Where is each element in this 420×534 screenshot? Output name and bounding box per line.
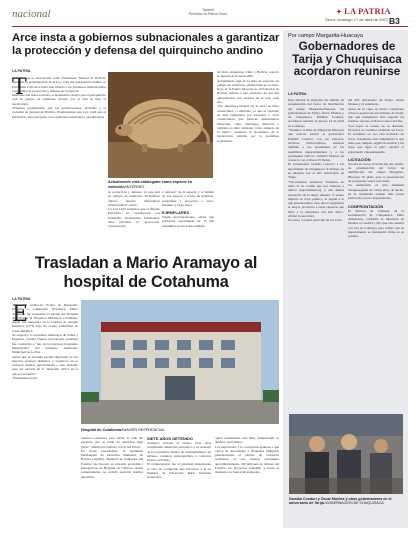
story3-subhead1: LICITACIÓN [348, 156, 371, 162]
story2-col3: Aramayo llevaba al menos siete años cumpliendo detención preventiva y es acusado de los presuntos delitos de incumplimiento de deberes, conducta antieconómica y contratos lesivos al Estado. El exfuncionario fue el principal denunciante el caso de corrupción que involucró a la ex ministra de Desarrollo Rural Nemesia Achacollo, [147, 441, 211, 480]
story2-subhead: SIETE AÑOS DETENIDO [147, 436, 193, 441]
story2-col1: l exdirector Fondo de Desarrollo Indígena y Campesino (Fondioc), Mario Aramayo, fue trasladado el sábado del Hospital de Clínicas al Hospital Municipal Cotahuma, donde fue internado en la Unidad de Terapia Intensiva (UTI) bajo un cuadro preliminar de crisis diabética. Al respecto, la secretaria municipal de Salud y Deportes, Cecilia Vargas, recordó que Aramayo fue conducido a "uno de los mejores hospitales municipales" del Gobierno Autónomo Municipal de La Paz. Alertó que la Alcaldía paceña dispondrá de sus mejores recursos humanos y logísticos en la atención médica especializada a este paciente para así salvarle de la "situación crítica en la que se encuentra". "Pondremos todos [12, 303, 78, 381]
newspaper-logo [336, 6, 391, 16]
dateline: Oruro, domingo 17 de abril de 2022 [324, 17, 388, 22]
story3-col2b: Ya está en curso, la licitación del estudio de actualización del factor de distribución del campo Margarita-Huacaya. El plazo para la presentación de propuestas vence este lunes. Su realización es una demanda chuquisaqueña de varios años, de hecho, en la actualidad existen más pozos perforados en ese departamento. [348, 161, 404, 201]
story2-col3-wrap [147, 436, 211, 528]
armadillo-image [108, 72, 213, 178]
story1-col3: y defensa" de la especie y el hábitat de esa especie a través de políticas, programas y proyectos a corto, mediano y largo plazo. [162, 190, 214, 207]
story1-col3b: Según investigaciones, existe una población aproximada de 15 mil armadillos en las zonas andinas [162, 215, 214, 228]
armadillo-photo [108, 72, 213, 178]
story2-headline: Trasladan a Mario Aramayo al hospital de Cotahuma [34, 254, 258, 291]
story3-kicker: Por campo Margarita-Huacaya [288, 33, 363, 39]
section-label: nacional [12, 8, 51, 20]
story2-col2: nuestros esfuerzos para salvar la vida del paciente que se halla en situación muy grave", añadió en contacto con la red Erbol. En horas precedentes, la Asamblea Permanente de Derechos Humanos de Bolivia (Apdhb), denunció el exdirector del Fondioc fue llevado en extrema gravedad a emergencias de Hospital de Clínicas, donde presuntamente no recibió atención médica adecuada. [81, 436, 143, 479]
page-number: B3 [389, 16, 400, 26]
story3-headline: Gobernadores de Tarija y Chuquisaca acordaron reunirse [292, 40, 402, 79]
story2-caption-bold: Hospital de Cotahuma [81, 428, 122, 432]
story2-caption [81, 428, 279, 432]
story3-caption-credit: /GOBERNACIÓN DE CHUQUISACA [324, 501, 384, 506]
story1-subhead: EJEMPLARES [162, 210, 190, 216]
story1-source: LA PATRIA [12, 69, 31, 73]
story1-col2: su protección y defensa, ya que está en peligro de extinción. Protejamos unidos nuestra maravillosa biodiversidad", tuitió. La Ley 1424 establece que el Órgano Ejecutivo, en coordinación con Entidades Territoriales Autónomas, debe priorizar la "protección, conservación [108, 190, 160, 229]
story3-col1: Para abordar la situación del estudio de actualización del factor de distribución del campo Margarita-Huacaya, los gobernadores de Tarija, Óscar Montes y de Chuquisaca, Damián Condori, acordaron reunirse el jueves 14 de abril en Camargo. "Venimos el lema de Margarita Huacaya que solicitó invitar al gobernador Damián Condori, con sus asesores, técnicos, hidrocarburos, tomaron también a los presidentes de las asambleas departamentales y a los presidentes cívicos", informó Montes, en contacto con el diario El Deber. El Gobernador tarijeño convocó a las autoridades de Chuquisaca al diálogo en su discurso por el 205 aniversario de Tarija. "Necesitamos sentarnos. Tenemos un tema al en común que nos interesa a ambos (departamentos), y que demos resolverlo de la mejor manera. Y quiere importa el color político, la región a la que pertenecemos, sino que lo sugerimos el mayor provecho a estas riquezas que Dios y la naturaleza nos han dado", afirmó la autoridad. En tanto, Condori participó de los actos [288, 98, 344, 223]
story3-col2-wrap [348, 98, 404, 410]
story3-col2: del 205 aniversario de Tarija, donde Montes y él saludaron. Antes de su viaje, en Sucre, consultado sobre la postura de autoridades de Tarija, dijo que Chuquisaca hará respetar las normas, reportó el diario Correo del Sur. "Las leyes se acatan, no se discuten. Nosotros no estamos pidiendo un favor. El Gobierno no nos está haciendo un favor. Solamente está cumpliendo lo que tiene que cumplir, según las normas y las leyes que rigen el país", declaró el gobernador chuquisaqueño. [348, 98, 404, 154]
story1-caption-credit: /INTERNET [124, 184, 145, 189]
story2-col4: quien actualmente está libre, denunciando el desfalco de Fondioc. Los negociados y la corrupción apuntan a que varios de autoridades y dirigentes indígenas pertenecientes al partido de Gobierno recibieron el sus cuentas personales aproximadamente 130 millones de dólares del Fondioc en proyectos fantasma y hasta el momento no fueron investigados. [215, 436, 279, 475]
story3-caption [289, 497, 403, 506]
story1-dropcap: T [12, 75, 27, 100]
star-icon: ✦ [336, 8, 343, 16]
story3-caption-bold: Damián Condori y Óscar Montes y otras gobernadores en el aniversario de Tarija. [289, 497, 392, 506]
story1-caption [108, 180, 213, 189]
hospital-photo [81, 300, 279, 424]
governors-image [289, 414, 403, 494]
story1-headline: Arce insta a gobiernos subnacionales a garantizar la protección y defensa del quirquincho andino [12, 32, 280, 57]
story3-subhead2: CONFRONTACIÓN [348, 203, 384, 209]
story1-col1: ras la declaración como Patrimonio Natural de Bolivia, mediante la promulgación de la Ley 1424 del quirquincho andino, el Presidente Luis Arce instó este sábado a los gobiernos subnacionales a garantizar la protección y defensa de la especie. Mediante sus redes sociales, el mandatario resaltó que el quirquincho está en peligro de extinción, motivo por el cual se hizo la declaratoria. "Estamos garantizando que las gobernaciones, alcaldías y la sociedad en general de Bolivia, Promulgamos una Ley 1424 que al Declararla, para que junto a los gobiernos autónomos, garanticemos [12, 76, 106, 119]
story1-col3-wrap [162, 190, 214, 252]
story1-col4: de Perú, Argentina, Chile y Bolivia, reportó la agencia de noticias ABI. Actualmente rige en la lista de especies en peligro de extinción, establecidas en el Libro Rojo de la Fauna Silvestre de Vertebrados de Bolivia, debido a que alrededor de dos mil quirquinchos son cazados en el país cada año. "(Su amenaza principal es) la caza con fines comerciales y culturales, ya que se capturan en muy ejemplares por artesanos y otros comerciantes que fabrican instrumentos musicales, como charangos, matracas y también en muy utilizado como amuleto de la suerte", establece el documento de la declaratoria emitida por la Asamblea Legislativa. [217, 70, 279, 143]
story2-dropcap: E [12, 302, 29, 327]
story2-caption-credit: /IMAGEN REFERENCIAL [121, 428, 165, 432]
story3-col2c: El director de Gabinete de la Gobernación de Chuquisaca, Félix Almendras, confirmó la intención de Montes a Condori y dijo que este asistirá a la cita en Camargo, pero reiteró que su departamento se mantendrá firme en su postura. [348, 208, 404, 239]
header-divider [12, 26, 408, 27]
story1-caption-bold: Actualmente está catalogado como especie en extinción [108, 180, 193, 189]
governors-photo [289, 414, 403, 494]
story3-source: LA PATRIA [288, 92, 307, 96]
logo-text: LA PATRIA [344, 6, 391, 16]
header-note: Tapiché Periódico la Patria Oruro [188, 8, 228, 16]
hospital-image [81, 300, 279, 424]
story2-source: LA PATRIA [12, 297, 31, 301]
